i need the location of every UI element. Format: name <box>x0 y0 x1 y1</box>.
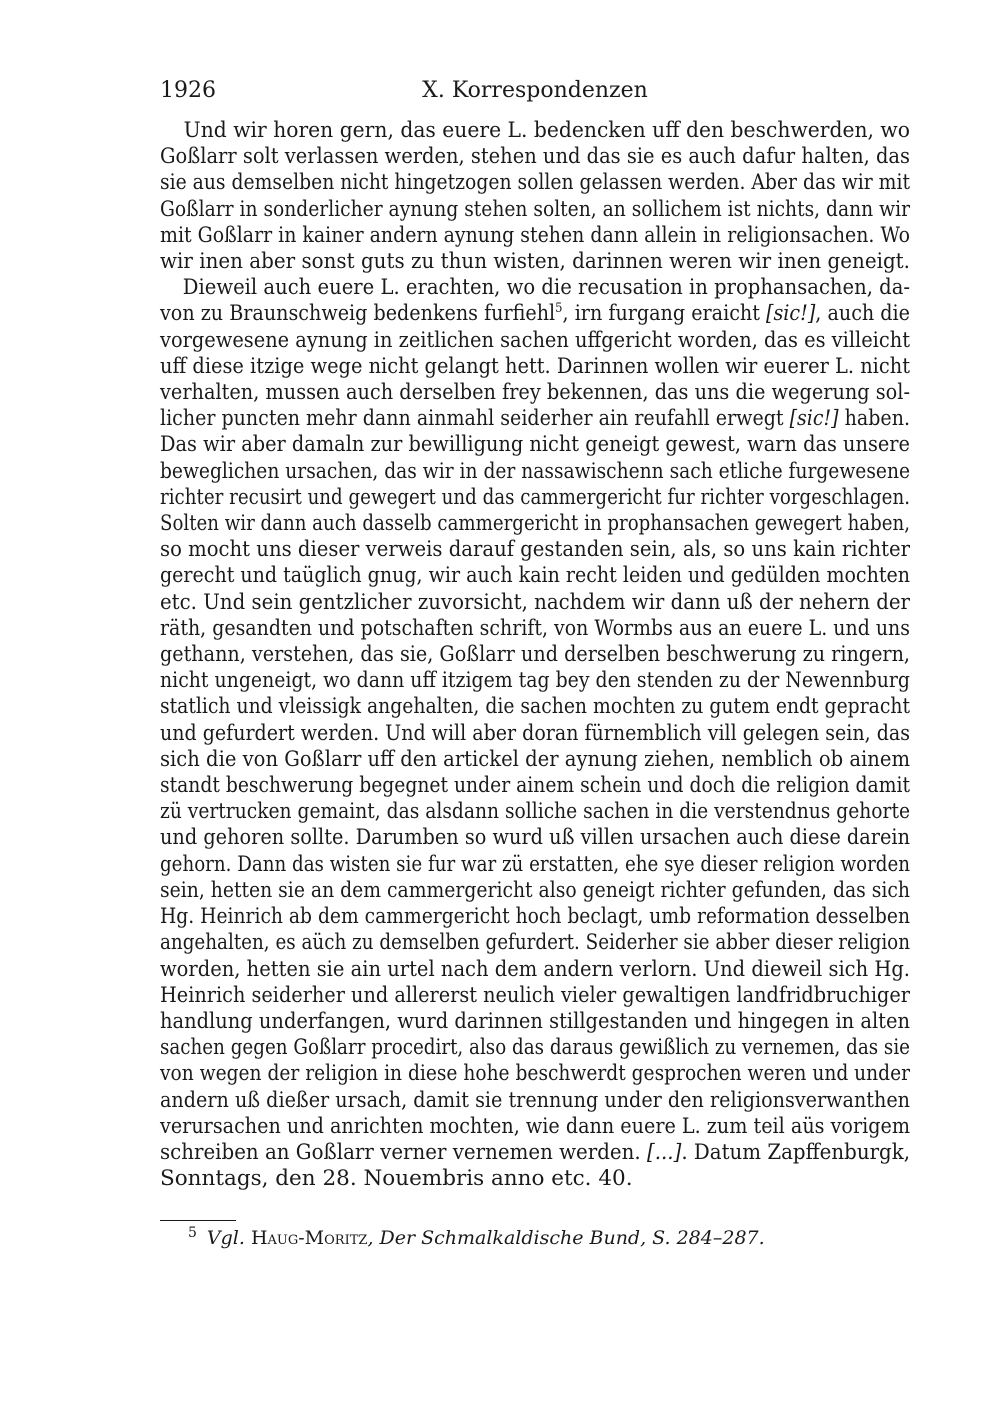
text-line: von wegen der religion in diese hohe beschwerdt gesprochen weren und under <box>160 1061 910 1087</box>
text-line: sein, hetten sie an dem cammergericht also geneigt richter gefunden, das sich <box>160 877 910 903</box>
text-segment: . Datum Zapffenburgk, <box>681 1139 910 1165</box>
footnote-number: 5 <box>188 1224 197 1241</box>
text-line: verursachen und anrichten mochten, wie dann euere L. zum teil aüs vorigem <box>160 1113 910 1139</box>
text-line: Goßlarr in sonderlicher aynung stehen solten, an sollichem ist nichts, dann wir <box>160 196 910 222</box>
text-line: Solten wir dann auch dasselb cammergericht in prophansachen gewegert haben, <box>160 511 910 537</box>
text-segment: von zu Braunschweig bedenkens furfiehl <box>160 301 556 327</box>
text-line: räth, gesandten und potschaften schrift, von Wormbs aus an euere L. und uns <box>160 615 910 641</box>
text-line: verhalten, mussen auch derselben frey bekennen, das uns die wegerung sol- <box>160 380 910 406</box>
page-header <box>160 78 910 108</box>
text-line: Sonntags, den 28. Nouembris anno etc. 40. <box>160 1166 633 1192</box>
text-line: gethann, verstehen, das sie, Goßlarr und derselben beschwerung zu ringern, <box>160 642 910 668</box>
text-segment: , irn furgang eraicht <box>562 301 767 327</box>
footnote-vgl: Vgl. <box>206 1227 245 1249</box>
text-line: sachen gegen Goßlarr procedirt, also das daraus gewißlich zu vernemen, das sie <box>160 1035 910 1061</box>
text-line: sie aus demselben nicht hingetzogen sollen gelassen werden. Aber das wir mit <box>160 170 910 196</box>
text-line: und gehoren sollte. Darumben so wurd uß villen ursachen auch diese darein <box>160 825 910 851</box>
paragraph-2-continuation <box>160 432 910 1139</box>
footnote-author: Haug-Moritz <box>250 1227 368 1249</box>
page-number: 1926 <box>160 78 216 103</box>
editorial-ellipsis: [...] <box>646 1139 682 1165</box>
text-line: mit Goßlarr in kainer andern aynung stehen dann allein in religionsachen. Wo <box>160 222 910 248</box>
text-line <box>160 406 910 432</box>
paragraph-1 <box>160 118 910 275</box>
text-line: gerecht und taüglich gnug, wir auch kain recht leiden und gedülden mochten <box>160 563 910 589</box>
footnote-5 <box>188 1226 908 1250</box>
text-segment: , auch die <box>815 301 910 327</box>
text-line <box>160 1139 910 1166</box>
sic-note: [sic!] <box>766 301 816 327</box>
text-line: und gefurdert werden. Und will aber doran fürnemblich vill gelegen sein, das <box>160 720 910 746</box>
text-line: sich die von Goßlarr uff den artickel der aynung ziehen, nemblich ob ainem <box>160 746 910 772</box>
text-line: gehorn. Dann das wisten sie fur war zü erstatten, ehe sye dieser religion worden <box>160 851 910 877</box>
text-line: Goßlarr solt verlassen werden, stehen und das sie es auch dafur halten, das <box>160 144 910 170</box>
text-line: Das wir aber damaln zur bewilligung nicht geneigt gewest, warn das unsere <box>160 432 910 458</box>
footnote-divider <box>160 1220 236 1221</box>
text-line: statlich und vleissigk angehalten, die sachen mochten zu gutem endt gepracht <box>160 694 910 720</box>
text-line: Hg. Heinrich ab dem cammergericht hoch beclagt, umb reformation desselben <box>160 904 910 930</box>
text-line: nicht ungeneigt, wo dann uff itzigem tag bey den stenden zu der Newennburg <box>160 668 910 694</box>
footnote-reference[interactable]: 5 <box>555 301 563 317</box>
text-line: uff diese itzige wege nicht gelangt hett. Darinnen wollen wir euerer L. nicht <box>160 353 910 379</box>
running-head: X. Korrespondenzen <box>422 78 648 103</box>
footnote-citation: , Der Schmalkaldische Bund, S. 284–287. <box>367 1227 765 1249</box>
sic-note: [sic!] <box>789 406 839 432</box>
text-line: Heinrich seiderher und allererst neulich vieler gewaltigen landfridbruchiger <box>160 982 910 1008</box>
text-line: vorgewesene aynung in zeitlichen sachen uffgericht worden, das es villeicht <box>160 327 910 353</box>
text-line: andern uß dießer ursach, damit sie trennung under den religionsverwanthen <box>160 1087 910 1113</box>
text-line: Dieweil auch euere L. erachten, wo die recusation in prophansachen, da- <box>182 275 910 301</box>
text-line: handlung underfangen, wurd darinnen stillgestanden und hingegen in alten <box>160 1008 910 1034</box>
text-line: zü vertrucken gemaint, das alsdann solliche sachen in die verstendnus gehorte <box>160 799 910 825</box>
text-line: so mocht uns dieser verweis darauf gestanden sein, als, so uns kain richter <box>160 537 910 563</box>
text-line: worden, hetten sie ain urtel nach dem andern verlorn. Und dieweil sich Hg. <box>160 956 910 982</box>
text-line: wir inen aber sonst guts zu thun wisten, darinnen weren wir inen geneigt. <box>160 249 910 275</box>
text-line: angehalten, es aüch zu demselben gefurdert. Seiderher sie abber dieser religion <box>160 930 910 956</box>
text-segment: schreiben an Goßlarr verner vernemen werden. <box>160 1139 647 1165</box>
body-text <box>160 118 910 1192</box>
text-line: richter recusirt und gewegert und das cammergericht fur richter vorgeschlagen. <box>160 484 910 510</box>
paragraph-2 <box>160 275 910 1192</box>
text-segment: licher puncten mehr dann ainmahl seiderher ain reufahll erwegt <box>160 406 790 432</box>
text-line: standt beschwerung begegnet under ainem schein und doch die religion damit <box>160 773 910 799</box>
text-line: etc. Und sein gentzlicher zuvorsicht, nachdem wir dann uß der nehern der <box>160 589 910 615</box>
text-line: beweglichen ursachen, das wir in der nassawischenn sach etliche furgewesene <box>160 458 910 484</box>
text-line: Und wir horen gern, das euere L. bedencken uff den beschwerden, wo <box>183 118 911 143</box>
text-line <box>160 301 910 327</box>
text-segment: haben. <box>838 406 910 432</box>
